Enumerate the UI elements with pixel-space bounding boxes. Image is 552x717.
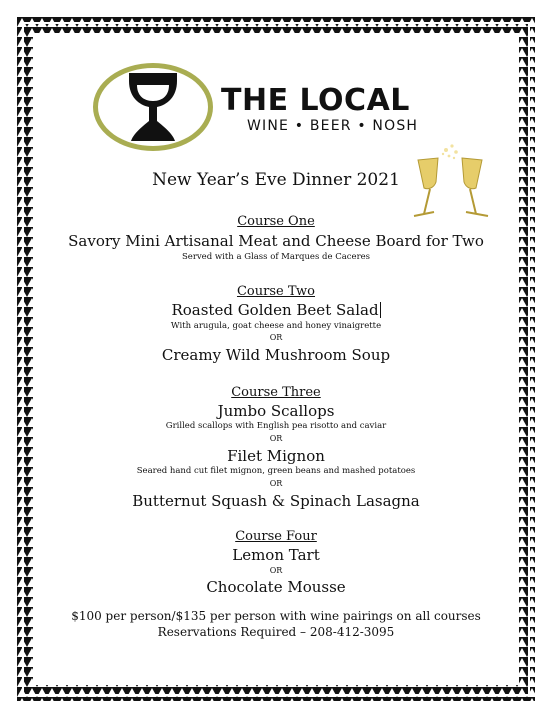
wine-glass-icon	[123, 71, 183, 143]
course-three-or-2: OR	[269, 479, 283, 488]
course-three-heading: Course Three	[231, 385, 321, 400]
course-one-note: Served with a Glass of Marques de Caceres	[181, 252, 371, 262]
logo-name: THE LOCAL	[221, 83, 410, 118]
course-three-or-1: OR	[269, 434, 283, 443]
price-line: $100 per person/$135 per person with wine pairings on all courses	[71, 609, 481, 623]
course-three-dish-3: Butternut Squash & Spinach Lasagna	[132, 492, 420, 510]
course-two-dish-1-text: Roasted Golden Beet Salad	[171, 301, 379, 319]
course-two-dish-1	[0, 301, 552, 319]
reservations-line: Reservations Required – 208-412-3095	[157, 625, 395, 639]
course-three-note-2: Seared hand cut filet mignon, green beans and mashed potatoes	[136, 466, 416, 476]
course-one-heading: Course One	[237, 214, 315, 229]
the-local-logo	[93, 63, 463, 155]
course-four-heading: Course Four	[235, 529, 317, 544]
course-three-dish-1: Jumbo Scallops	[217, 402, 335, 420]
course-two-dish-2: Creamy Wild Mushroom Soup	[161, 346, 391, 364]
course-two-note-1: With arugula, goat cheese and honey vinaigrette	[170, 321, 382, 331]
course-two-heading: Course Two	[236, 284, 316, 299]
course-two-or: OR	[269, 333, 283, 342]
course-three-dish-2: Filet Mignon	[227, 447, 325, 465]
course-four-dish-2: Chocolate Mousse	[206, 578, 346, 596]
course-three-note-1: Grilled scallops with English pea risotto and caviar	[165, 421, 387, 431]
logo-tagline: WINE • BEER • NOSH	[247, 118, 419, 134]
course-four-or: OR	[269, 566, 283, 575]
course-one-dish: Savory Mini Artisanal Meat and Cheese Board for Two	[68, 232, 484, 250]
course-four-dish-1: Lemon Tart	[232, 546, 320, 564]
menu-title: New Year’s Eve Dinner 2021	[152, 170, 400, 190]
text-cursor	[380, 302, 381, 318]
